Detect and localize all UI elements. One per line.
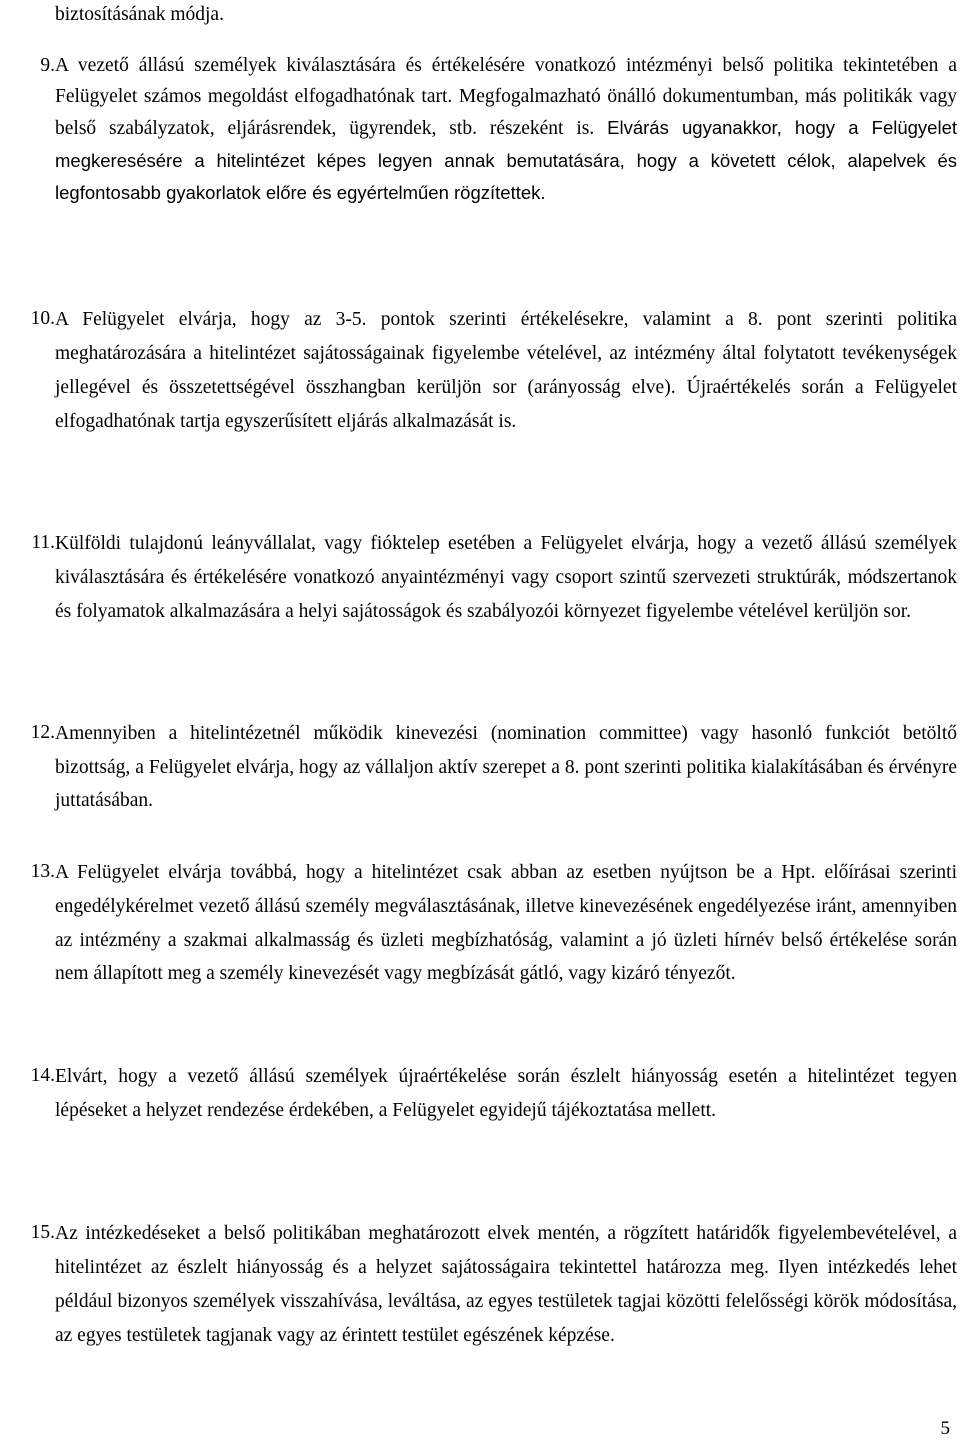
paragraph-9 xyxy=(5,50,958,209)
paragraph-text: Az intézkedéseket a belső politikában meghatározott elvek mentén, a rögzített határidők figyelembevételével, a hitelintézet az észlelt hiányosság és a helyzet sajátosságaira tekintettel határozza meg. Ilyen intézkedés lehet például bizonyos személyek visszahívása, leváltása, az egyes testületek tagjai közötti felelősségi körök módosítása, az egyes testületek tagjanak vagy az érintett testület egészének képzése. xyxy=(55,1223,957,1346)
paragraph-11 xyxy=(5,527,955,629)
paragraph-number: 9. xyxy=(40,55,55,76)
paragraph-text: A Felügyelet elvárja továbbá, hogy a hitelintézet csak abban az esetben nyújtson be a Hpt. előírásai szerinti engedélykérelmet vezető állású személy megválasztásának, illetve kinevezésének engedélyezése iránt, amennyiben az intézmény a szakmai alkalmasság és üzleti megbízhatóság, valamint a jó üzleti hírnév belső értékelése során nem állapított meg a személy kinevezését vagy megbízását gátló, vagy kizáró tényezőt. xyxy=(55,862,957,985)
paragraph-number: 12. xyxy=(30,722,55,743)
paragraph-number: 11. xyxy=(31,532,55,553)
paragraph-number: 13. xyxy=(30,861,55,882)
paragraph-15 xyxy=(5,1217,955,1353)
paragraph-text-sans-part: Elvárás ugyanakkor, hogy a Felügyelet megkeresésére a hitelintézet képes legyen annak bemutatására, hogy a követett célok, alapelvek és legfontosabb gyakorlatok előre és egyértelműen rögzítettek. xyxy=(55,117,958,203)
paragraph-13 xyxy=(5,856,955,991)
page-number: 5 xyxy=(940,1418,950,1439)
paragraph-text: A Felügyelet elvárja, hogy az 3-5. pontok szerinti értékelésekre, valamint a 8. pont szerinti politika meghatározására a hitelintézet sajátosságainak figyelembe vételével, az intézmény által folytatott tevékenységek jellegével és összetettségével összhangban kerüljön sor (arányosság elve). Újraértékelés során a Felügyelet elfogadhatónak tartja egyszerűsített eljárás alkalmazását is. xyxy=(55,309,957,432)
paragraph-number: 14. xyxy=(30,1065,55,1086)
paragraph-14 xyxy=(5,1060,955,1127)
continued-line: biztosításának módja. xyxy=(55,4,224,25)
paragraph-text-part: A vezető állású személyek kiválasztására és értékelésére vonatkozó intézményi belső politika tekintetében a Felügyelet számos megoldást elfogadhatónak tart. Megfogalmazható önálló dokumentumban, más politikák vagy belső szabályzatok, eljárásrendek, ügyrendek, stb. részeként is. xyxy=(55,55,957,140)
paragraph-12 xyxy=(5,717,955,818)
paragraph-text: Amennyiben a hitelintézetnél működik kinevezési (nomination committee) vagy hasonló funkciót betöltő bizottság, a Felügyelet elvárja, hogy az vállaljon aktív szerepet a 8. pont szerinti politika kialakításában és érvényre juttatásában. xyxy=(55,723,957,811)
paragraph-number: 15. xyxy=(30,1222,55,1243)
paragraph-text: Külföldi tulajdonú leányvállalat, vagy fióktelep esetében a Felügyelet elvárja, hogy a vezető állású személyek kiválasztására és értékelésére vonatkozó anyaintézményi vagy csoport szintű szervezeti struktúrák, módszertanok és folyamatok alkalmazására a helyi sajátosságok és szabályozói környezet figyelembe vételével kerüljön sor. xyxy=(55,533,957,622)
paragraph-10 xyxy=(5,303,955,439)
paragraph-text: Elvárt, hogy a vezető állású személyek újraértékelése során észlelt hiányosság esetén a hitelintézet tegyen lépéseket a helyzet rendezése érdekében, a Felügyelet egyidejű tájékoztatása mellett. xyxy=(55,1066,957,1121)
paragraph-text xyxy=(55,50,957,209)
paragraph-number: 10. xyxy=(30,308,55,329)
